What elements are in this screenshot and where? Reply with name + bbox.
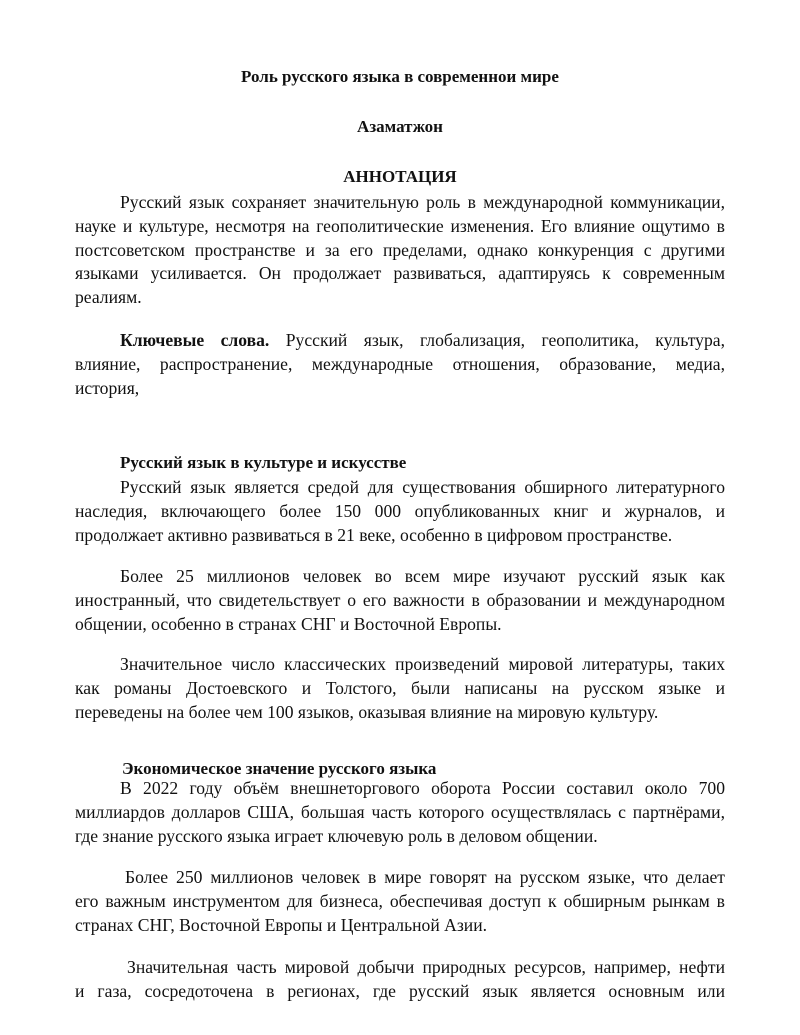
section-heading-economy: Экономическое значение русского языка xyxy=(122,759,437,778)
paragraph-line: как романы Достоевского и Толстого, были написаны на русском языке и xyxy=(75,677,725,698)
paragraph-line: переведены на более чем 100 языков, оказывая влияние на мировую культуру. xyxy=(75,701,659,722)
paragraph-line: миллиардов долларов США, большая часть которого осуществлялась с партнёрами, xyxy=(75,801,725,822)
culture-paragraph-3 xyxy=(75,653,725,724)
section-heading-culture: Русский язык в культуре и искусстве xyxy=(120,453,407,472)
keywords-first-line xyxy=(75,329,725,353)
paragraph-line: где знание русского языка играет ключевую роль в деловом общении. xyxy=(75,825,598,846)
annotation-line: реалиям. xyxy=(75,287,142,308)
paragraph-line: странах СНГ, Восточной Европы и Центральной Азии. xyxy=(75,914,488,935)
keywords-paragraph xyxy=(75,329,725,400)
paragraph-line: продолжает активно развиваться в 21 веке, особенно в цифровом пространстве. xyxy=(75,524,673,545)
economy-paragraph-2 xyxy=(75,866,725,937)
paragraph-line: Более 250 миллионов человек в мире говорят на русском языке, что делает xyxy=(125,867,725,887)
keywords-line: влияние, распространение, международные отношения, образование, медиа, xyxy=(75,353,725,374)
paragraph-line: иностранный, что свидетельствует о его важности в образовании и международном xyxy=(75,589,725,610)
paragraph-line: Русский язык является средой для существования обширного литературного xyxy=(120,477,725,497)
paragraph-line: В 2022 году объём внешнеторгового оборота России составил около 700 xyxy=(120,778,725,798)
keywords-text: Русский язык, глобализация, геополитика, культура, xyxy=(269,330,725,350)
paragraph-line: Значительная часть мировой добычи природных ресурсов, например, нефти xyxy=(127,957,725,977)
paragraph-line: его важным инструментом для бизнеса, обеспечивая доступ к обширным рынкам в xyxy=(75,890,725,911)
paragraph-line: Более 25 миллионов человек во всем мире изучают русский язык как xyxy=(120,566,725,586)
annotation-heading: АННОТАЦИЯ xyxy=(343,167,457,186)
document-title: Роль русского языка в современнои мире xyxy=(241,67,559,86)
culture-paragraph-1 xyxy=(75,476,725,547)
keywords-label: Ключевые слова. xyxy=(120,330,270,350)
keywords-line: история, xyxy=(75,377,140,398)
annotation-line: науке и культуре, несмотря на геополитические изменения. Его влияние ощутимо в xyxy=(75,215,725,236)
author-name: Азаматжон xyxy=(357,117,443,136)
paragraph-line: Значительное число классических произведений мировой литературы, таких xyxy=(120,654,725,674)
annotation-paragraph xyxy=(75,191,725,310)
culture-paragraph-2 xyxy=(75,565,725,636)
annotation-line: языками усиливается. Он продолжает развиваться, адаптируясь к современным xyxy=(75,263,725,284)
paragraph-line: общении, особенно в странах СНГ и Восточной Европы. xyxy=(75,613,502,634)
economy-paragraph-3 xyxy=(75,956,725,1004)
annotation-line: Русский язык сохраняет значительную роль в международной коммуникации, xyxy=(120,192,725,212)
paragraph-line: наследия, включающего более 150 000 опубликованных книг и журналов, и xyxy=(75,500,725,521)
economy-paragraph-1 xyxy=(75,777,725,848)
annotation-line: постсоветском пространстве и за его пределами, однако конкуренция с другими xyxy=(75,239,725,260)
paragraph-line: и газа, сосредоточена в регионах, где русский язык является основным или xyxy=(75,980,725,1001)
